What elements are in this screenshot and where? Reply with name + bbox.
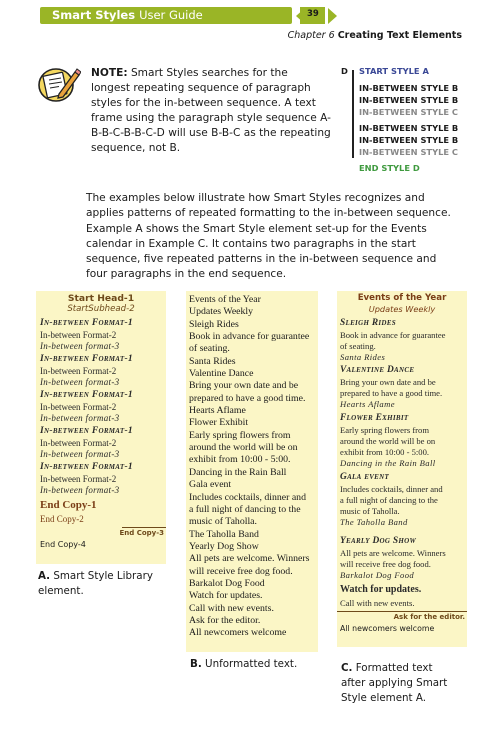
event-body-line: of seating. (340, 341, 376, 351)
sequence-row: IN-BETWEEN STYLE B (359, 83, 459, 93)
note-paragraph: NOTE: Smart Styles searches for the longest repeating sequence of paragraph styles for the in-between sequence. A text frame using the paragraph style sequence A- B-B-C-B-B-C-D will use B-B-C as the repeating sequence, not B. (91, 67, 331, 154)
format-3-line: In-between format-3 (40, 413, 120, 423)
sequence-end: END STYLE D (359, 163, 420, 173)
event-body-line: a full night of dancing to the (340, 495, 438, 505)
sequence-marker: D (341, 66, 348, 76)
end-copy-2: Call with new events. (340, 598, 415, 608)
format-1-line: In-between Format-1 (40, 354, 133, 364)
event-body-line: Book in advance for guarantee (340, 330, 446, 340)
format-1-line: In-between Format-1 (40, 318, 133, 328)
end-copy-rule (337, 611, 467, 612)
end-copy-3: Ask for the editor. (393, 613, 465, 621)
event-tag: Dancing in the Rain Ball (340, 458, 436, 468)
event-tag: The Taholla Band (340, 517, 408, 527)
event-body-line: will receive free dog food. (340, 559, 431, 569)
pencil-note-icon (37, 64, 81, 104)
end-copy-2: End Copy-2 (40, 514, 84, 524)
intro-paragraph: The examples below illustrate how Smart Styles recognizes and applies patterns of repeated formatting to the in-between sequence. Example A shows the Smart Style element set-up for the Events calendar in Example C. It contains two paragraphs in the start sequence, five repeated patterns in the in-between sequence and four paragraphs in the end sequence. (86, 192, 451, 281)
end-copy-1: End Copy-1 (40, 499, 97, 511)
end-copy-1: Watch for updates. (340, 584, 422, 595)
panel-a-library-element (36, 291, 166, 564)
event-body-line: All pets are welcome. Winners (340, 548, 446, 558)
format-2-line: In-between Format-2 (40, 402, 117, 412)
end-copy-3: End Copy-3 (119, 529, 164, 537)
sequence-row: IN-BETWEEN STYLE C (359, 107, 459, 117)
format-3-line: In-between format-3 (40, 485, 120, 495)
format-3-line: In-between format-3 (40, 341, 120, 351)
panel-b-unformatted-text (186, 291, 318, 652)
format-1-line: In-between Format-1 (40, 426, 133, 436)
events-subhead: Updates Weekly (368, 304, 436, 314)
format-3-line: In-between format-3 (40, 449, 120, 459)
event-body-line: music of Taholla. (340, 506, 400, 516)
event-heading: Sleigh Rides (340, 318, 396, 328)
event-body-line: exhibit from 10:00 - 5:00. (340, 447, 430, 457)
format-2-line: In-between Format-2 (40, 474, 117, 484)
format-2-line: In-between Format-2 (40, 438, 117, 448)
event-heading: Gala event (340, 472, 390, 482)
sequence-start: START STYLE A (359, 66, 429, 76)
event-tag: Barkalot Dog Food (340, 570, 415, 580)
unformatted-text-block: Events of the Year Updates Weekly Sleigh Rides Book in advance for guarantee of seating. Santa Rides Valentine Dance Bring your own date and be prepared to have a good time. Hearts Aflame Flower Exhibit Early spring flowers from around the world will be on exhibit from 10:00 - 5:00. Dancing in the Rain Ball Gala event Includes cocktails, dinner and a full night of dancing to the music of Taholla. The Taholla Band Yearly Dog Show All pets are welcome. Winners will receive free dog food. Barkalot Dog Food Watch for updates. Call with new events. Ask for the editor. All newcomers welcome (189, 294, 310, 639)
sequence-row: IN-BETWEEN STYLE B (359, 95, 459, 105)
guide-title: Smart Styles User Guide (52, 8, 203, 22)
event-body-line: Early spring flowers from (340, 425, 430, 435)
end-copy-4: All newcomers welcome (340, 624, 435, 633)
caption-b: B. Unformatted text. (190, 658, 298, 670)
end-copy-4: End Copy-4 (40, 540, 86, 549)
sequence-bracket (352, 70, 354, 158)
format-2-line: In-between Format-2 (40, 330, 117, 340)
event-tag: Hearts Aflame (340, 399, 395, 409)
event-body-line: around the world will be on (340, 436, 436, 446)
next-page-arrow-icon[interactable] (328, 8, 337, 24)
format-3-line: In-between format-3 (40, 377, 120, 387)
caption-a: A. Smart Style Library element. (38, 570, 153, 597)
event-heading: Valentine Dance (340, 365, 415, 375)
event-tag: Santa Rides (340, 352, 386, 362)
end-copy-rule (122, 527, 166, 528)
format-1-line: In-between Format-1 (40, 462, 133, 472)
format-2-line: In-between Format-2 (40, 366, 117, 376)
sequence-row: IN-BETWEEN STYLE B (359, 123, 459, 133)
event-body-line: prepared to have a good time. (340, 388, 443, 398)
events-head: Events of the Year (357, 293, 447, 303)
caption-c: C. Formatted text after applying Smart Style element A. (341, 662, 448, 704)
start-subhead: StartSubhead-2 (67, 304, 135, 314)
event-heading: Flower Exhibit (340, 413, 409, 423)
start-head: Start Head-1 (67, 293, 135, 304)
format-1-line: In-between Format-1 (40, 390, 133, 400)
event-body-line: Bring your own date and be (340, 377, 436, 387)
panel-c-formatted-text (337, 291, 467, 647)
page-number: 39 (307, 9, 319, 19)
chapter-heading: Chapter 6 Creating Text Elements (287, 30, 462, 41)
sequence-row: IN-BETWEEN STYLE C (359, 147, 459, 157)
event-body-line: Includes cocktails, dinner and (340, 484, 443, 494)
event-heading: Yearly Dog Show (340, 536, 417, 546)
sequence-row: IN-BETWEEN STYLE B (359, 135, 459, 145)
